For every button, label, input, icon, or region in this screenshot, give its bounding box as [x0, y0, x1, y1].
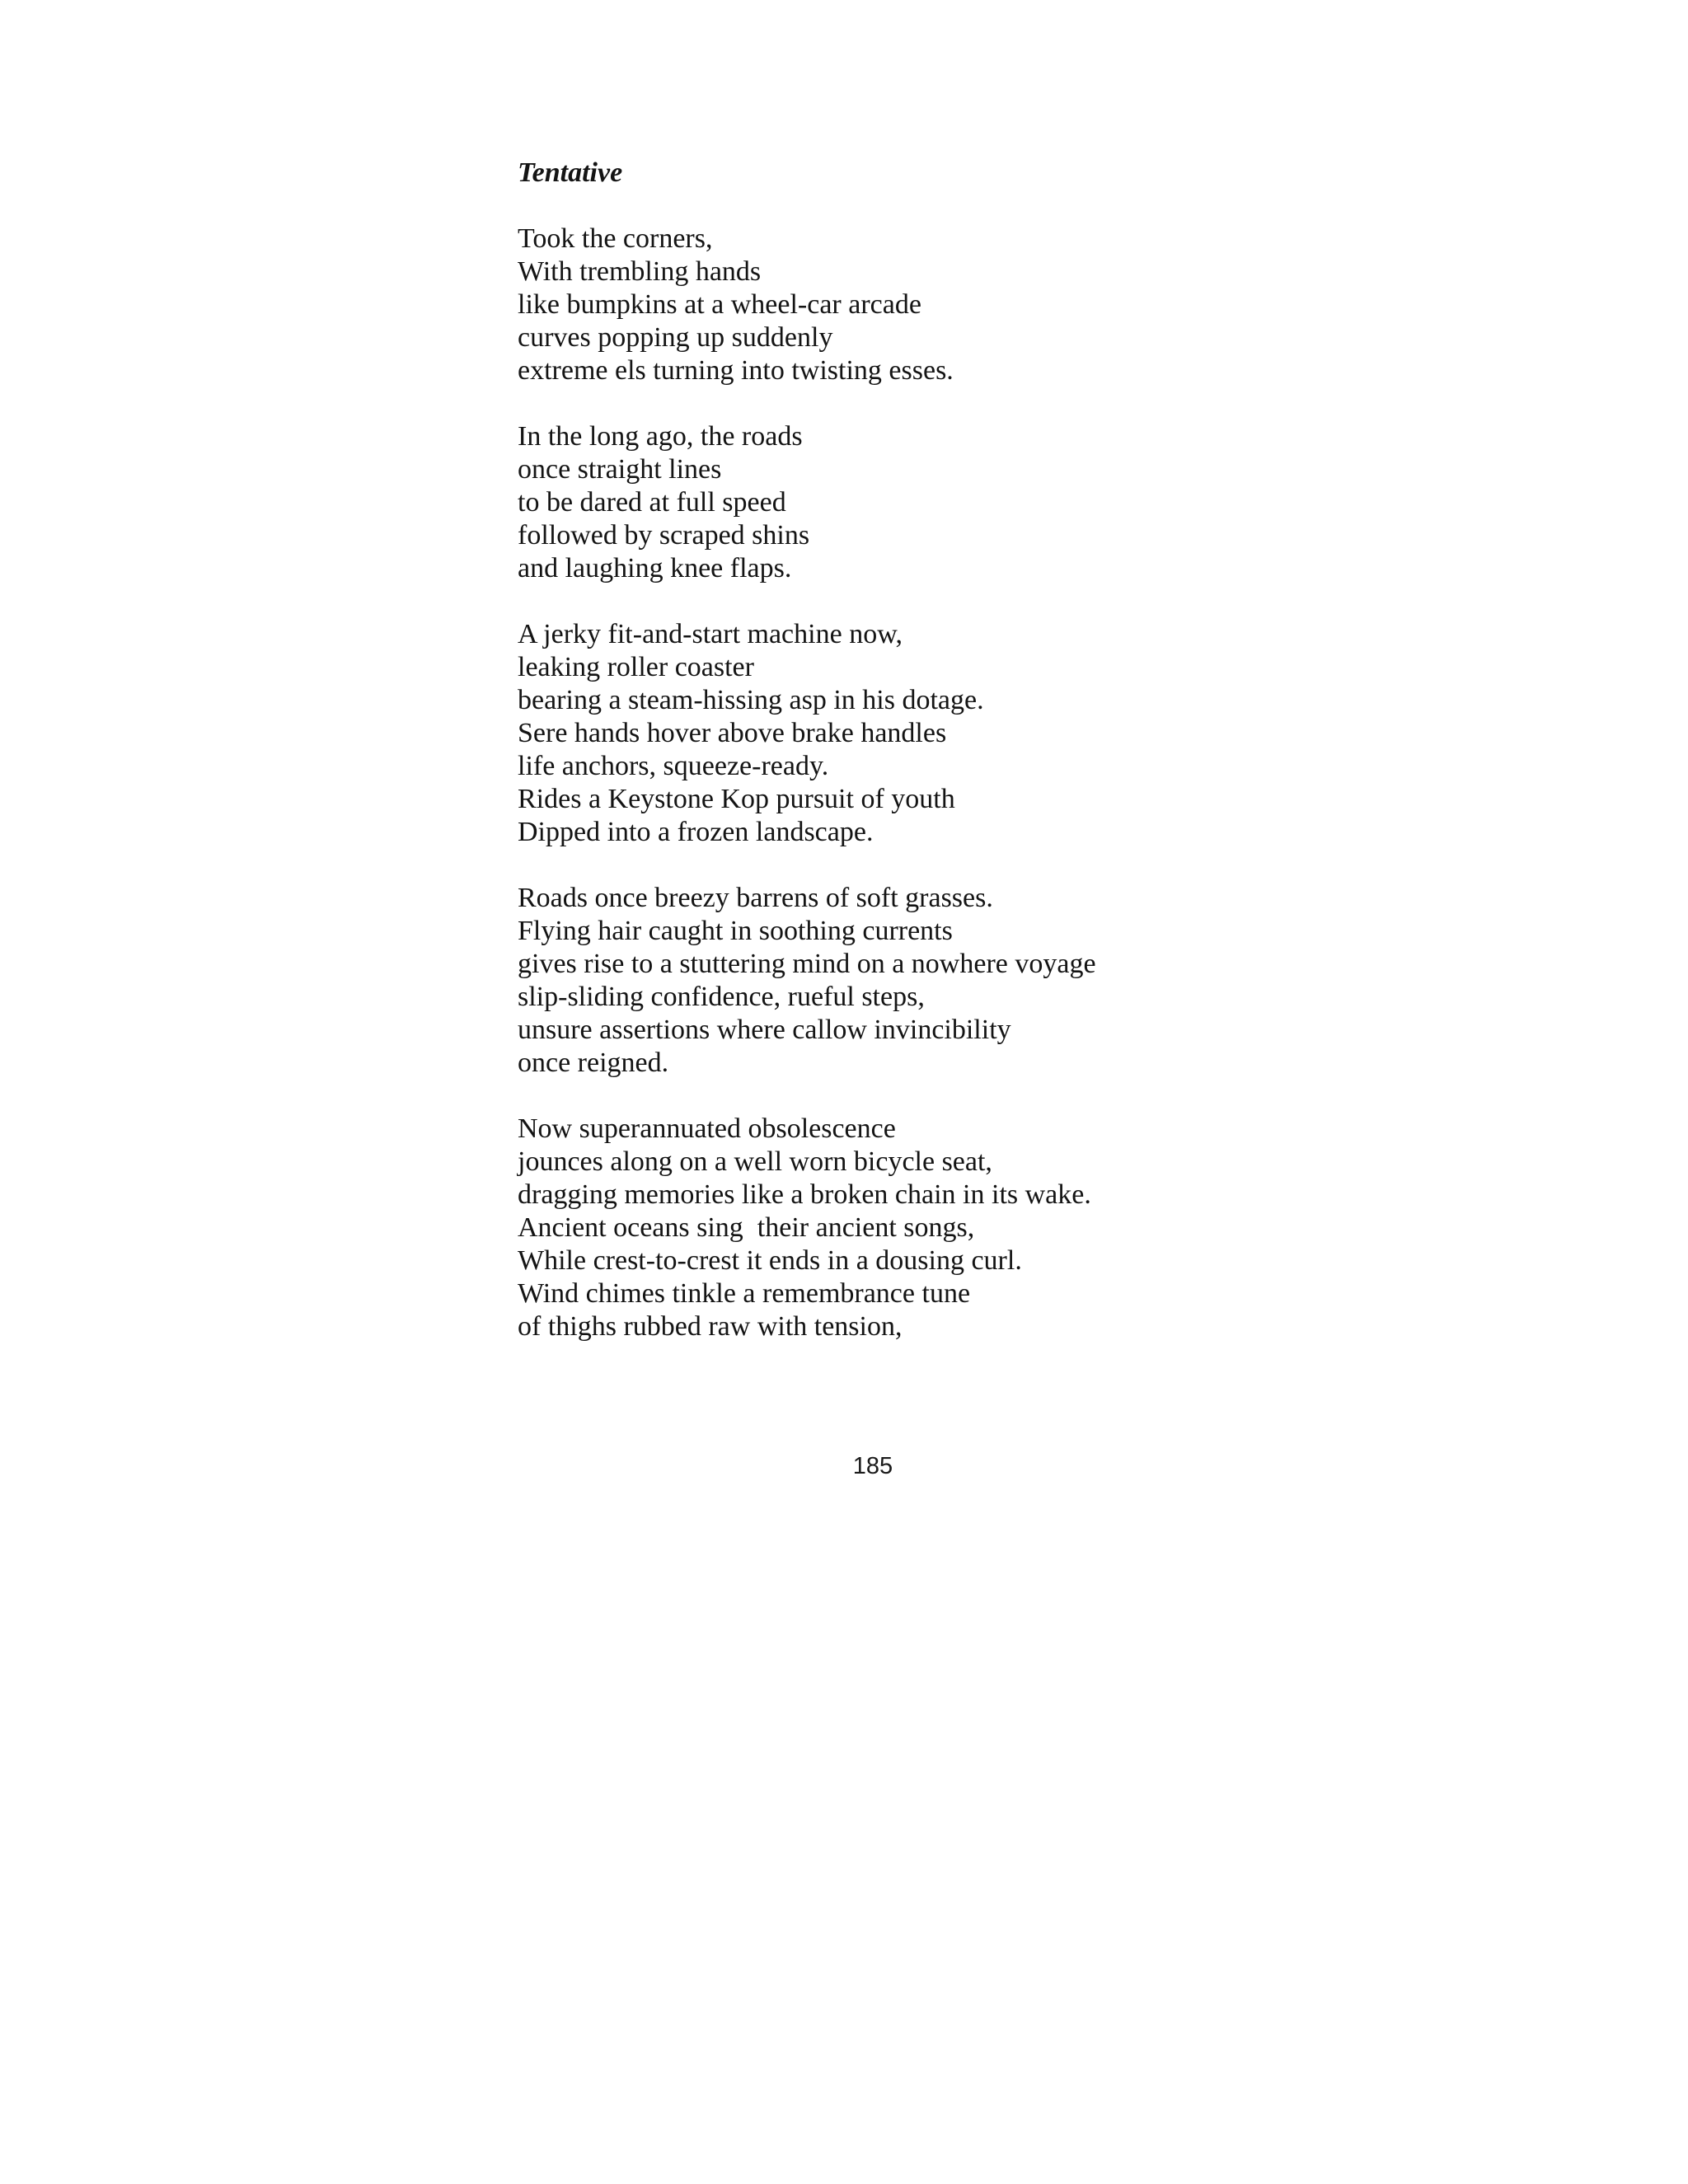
poem-line: to be dared at full speed: [518, 487, 786, 518]
poem-line: extreme els turning into twisting esses.: [518, 355, 954, 386]
poem-line: once straight lines: [518, 454, 722, 485]
poem-line: Rides a Keystone Kop pursuit of youth: [518, 784, 955, 814]
stanza-5: [518, 1113, 1424, 1343]
poem-line: With trembling hands: [518, 256, 762, 287]
poem-line: unsure assertions where callow invincibility: [518, 1015, 1011, 1045]
poem-line: life anchors, squeeze-ready.: [518, 751, 829, 781]
poem-line: Now superannuated obsolescence: [518, 1113, 896, 1144]
poem-line: Roads once breezy barrens of soft grasses.: [518, 883, 993, 913]
poem-line: leaking roller coaster: [518, 652, 754, 682]
poem-line: Sere hands hover above brake handles: [518, 718, 947, 748]
poem-line: once reigned.: [518, 1047, 669, 1078]
poem-line: Flying hair caught in soothing currents: [518, 916, 953, 946]
stanza-1: [518, 223, 1424, 387]
poem-line: Dipped into a frozen landscape.: [518, 817, 874, 847]
poem-line: of thighs rubbed raw with tension,: [518, 1311, 903, 1342]
poem-line: bearing a steam-hissing asp in his dotage.: [518, 685, 984, 715]
page-number: 185: [852, 1453, 893, 1479]
poem-line: In the long ago, the roads: [518, 421, 803, 452]
stanza-4: [518, 882, 1424, 1080]
poem-line: followed by scraped shins: [518, 520, 810, 551]
poem-line: jounces along on a well worn bicycle seat,: [518, 1146, 992, 1177]
stanza-2: [518, 420, 1424, 585]
poem-line: gives rise to a stuttering mind on a nowhere voyage: [518, 949, 1096, 979]
poem-line: A jerky fit-and-start machine now,: [518, 619, 903, 649]
poem-line: Wind chimes tinkle a remembrance tune: [518, 1278, 971, 1309]
poem-line: Ancient oceans sing their ancient songs,: [518, 1212, 975, 1243]
poem-title: Tentative: [518, 157, 623, 188]
poem-line: While crest-to-crest it ends in a dousing curl.: [518, 1245, 1022, 1276]
poem: [518, 157, 1424, 1376]
poem-line: slip-sliding confidence, rueful steps,: [518, 982, 925, 1012]
poem-line: dragging memories like a broken chain in its wake.: [518, 1179, 1091, 1210]
poem-line: curves popping up suddenly: [518, 322, 833, 353]
poem-line: Took the corners,: [518, 223, 713, 254]
stanza-3: [518, 618, 1424, 849]
poem-line: and laughing knee flaps.: [518, 553, 792, 583]
poem-line: like bumpkins at a wheel-car arcade: [518, 289, 921, 320]
